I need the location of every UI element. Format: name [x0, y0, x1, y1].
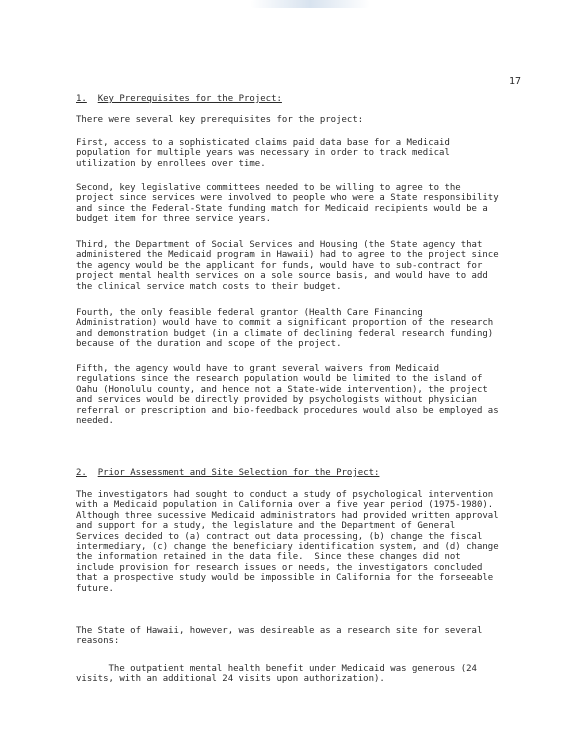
section-1-title: Key Prerequisites for the Project: — [97, 94, 282, 104]
paragraph-hawaii: The State of Hawaii, however, was desireable as a research site for several reasons: — [76, 626, 483, 647]
paragraph-fourth: Fourth, the only feasible federal grantor (Health Care Financing Administration) would have to commit a significant proportion of the research and demonstration budget (in a climate of declining federal research funding) because of the duration and scope of the project. — [76, 308, 494, 350]
section-2-number: 2. — [76, 468, 87, 478]
paragraph-first: First, access to a sophisticated claims paid data base for a Medicaid population for multiple years was necessary in order to track medical utilization by enrollees over time. — [76, 138, 450, 169]
scan-smudge — [250, 0, 370, 8]
paragraph-outpatient-benefit: The outpatient mental health benefit under Medicaid was generous (24 visits, with an additional 24 visits upon authorization). — [76, 664, 477, 685]
paragraph-fifth: Fifth, the agency would have to grant several waivers from Medicaid regulations since the research population would be limited to the island of Oahu (Honolulu county, and hence not a State-wide intervention), the project and services would be directly provided by psychologists without physician referral or prescription and bio-feedback procedures would also be employed as needed. — [76, 364, 499, 427]
section-2-heading — [76, 468, 379, 478]
section-1-intro: There were several key prerequisites for the project: — [76, 115, 364, 125]
section-1-heading — [76, 94, 282, 104]
paragraph-second: Second, key legislative committees needed to be willing to agree to the project since services were involved to people who were a State responsibility and since the Federal-State funding match for Medicaid recipients would be a budget item for three service years. — [76, 183, 499, 225]
paragraph-third: Third, the Department of Social Services and Housing (the State agency that administered the Medicaid program in Hawaii) had to agree to the project since the agency would be the applicant for funds, would have to sub-contract for project mental health services on a sole source basis, and would have to add the clinical service match costs to their budget. — [76, 240, 499, 292]
paragraph-prior-assessment: The investigators had sought to conduct a study of psychological intervention with a Medicaid population in California over a five year period (1975-1980). Although three sucessive Medicaid administrators had provided written approval and support for a study, the legislature and the Department of General Services decided to (a) contract out data processing, (b) change the fiscal intermediary, (c) change the beneficiary identification system, and (d) change the information retained in the data file. Since these changes did not include provision for research issues or needs, the investigators concluded that a prospective study would be impossible in California for the forseeable future. — [76, 490, 499, 594]
section-1-number: 1. — [76, 94, 87, 104]
page-number: 17 — [509, 76, 522, 87]
section-2-title: Prior Assessment and Site Selection for the Project: — [97, 468, 380, 478]
